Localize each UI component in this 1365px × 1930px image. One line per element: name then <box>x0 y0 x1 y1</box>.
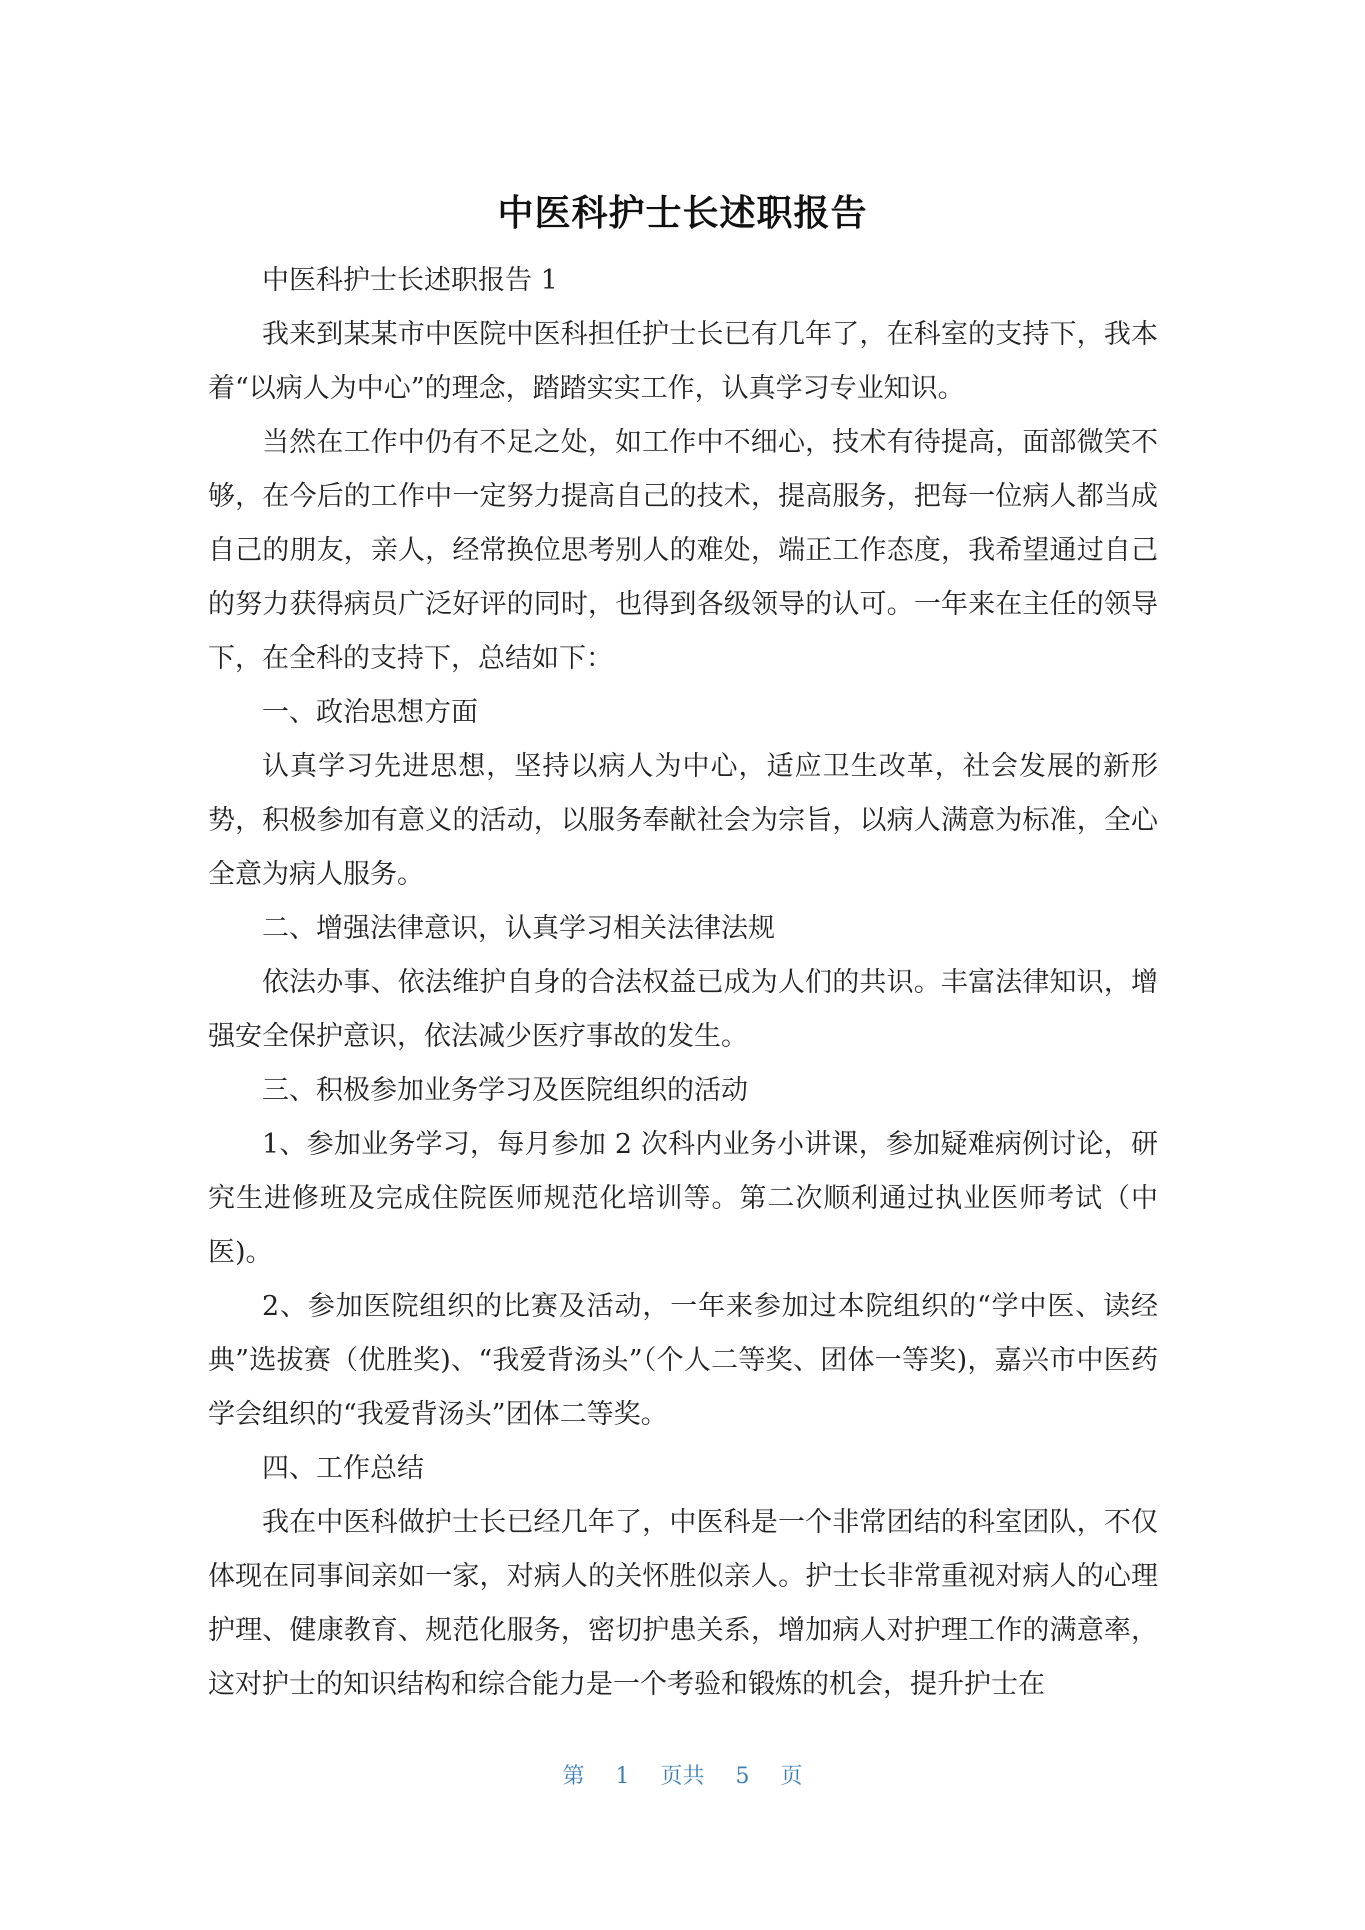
paragraph: 认真学习先进思想，坚持以病人为中心，适应卫生改革，社会发展的新形势，积极参加有意义的活动，以服务奉献社会为宗旨，以病人满意为标准，全心全意为病人服务。 <box>208 751 1158 890</box>
page-footer <box>0 1762 1365 1792</box>
footer-middle: 页共 <box>660 1764 705 1789</box>
paragraph: 中医科护士长述职报告 1 <box>262 265 558 296</box>
paragraph: 当然在工作中仍有不足之处，如工作中不细心，技术有待提高，面部微笑不够，在今后的工作中一定努力提高自己的技术，提高服务，把每一位病人都当成自己的朋友，亲人，经常换位思考别人的难处，端正工作态度，我希望通过自己的努力获得病员广泛好评的同时，也得到各级领导的认可。一年来在主任的领导下，在全科的支持下，总结如下： <box>208 427 1158 674</box>
footer-prefix: 第 <box>562 1764 585 1789</box>
paragraph: 我在中医科做护士长已经几年了，中医科是一个非常团结的科室团队，不仅体现在同事间亲如一家，对病人的关怀胜似亲人。护士长非常重视对病人的心理护理、健康教育、规范化服务，密切护患关系，增加病人对护理工作的满意率，这对护士的知识结构和综合能力是一个考验和锻炼的机会，提升护士在 <box>208 1507 1158 1700</box>
paragraph: 1、参加业务学习，每月参加 2 次科内业务小讲课，参加疑难病例讨论，研究生进修班及完成住院医师规范化培训等。第二次顺利通过执业医师考试（中医)。 <box>208 1129 1158 1268</box>
paragraph: 2、参加医院组织的比赛及活动，一年来参加过本院组织的“学中医、读经典”选拔赛（优胜奖)、“我爱背汤头”（个人二等奖、团体一等奖)，嘉兴市中医药学会组织的“我爱背汤头”团体二等奖。 <box>208 1291 1158 1430</box>
section-heading: 三、积极参加业务学习及医院组织的活动 <box>262 1075 748 1106</box>
footer-page-number: 1 <box>615 1764 630 1789</box>
page-title: 中医科护士长述职报告 <box>497 193 868 235</box>
section-heading: 一、政治思想方面 <box>262 697 478 728</box>
footer-suffix: 页 <box>780 1764 803 1789</box>
paragraph: 我来到某某市中医院中医科担任护士长已有几年了，在科室的支持下，我本着“以病人为中心”的理念，踏踏实实工作，认真学习专业知识。 <box>208 319 1158 404</box>
section-heading: 二、增强法律意识，认真学习相关法律法规 <box>262 913 775 944</box>
document-body <box>208 254 1158 1712</box>
section-heading: 四、工作总结 <box>262 1453 424 1484</box>
paragraph: 依法办事、依法维护自身的合法权益已成为人们的共识。丰富法律知识，增强安全保护意识，依法减少医疗事故的发生。 <box>208 967 1158 1052</box>
footer-total-pages: 5 <box>735 1764 750 1789</box>
